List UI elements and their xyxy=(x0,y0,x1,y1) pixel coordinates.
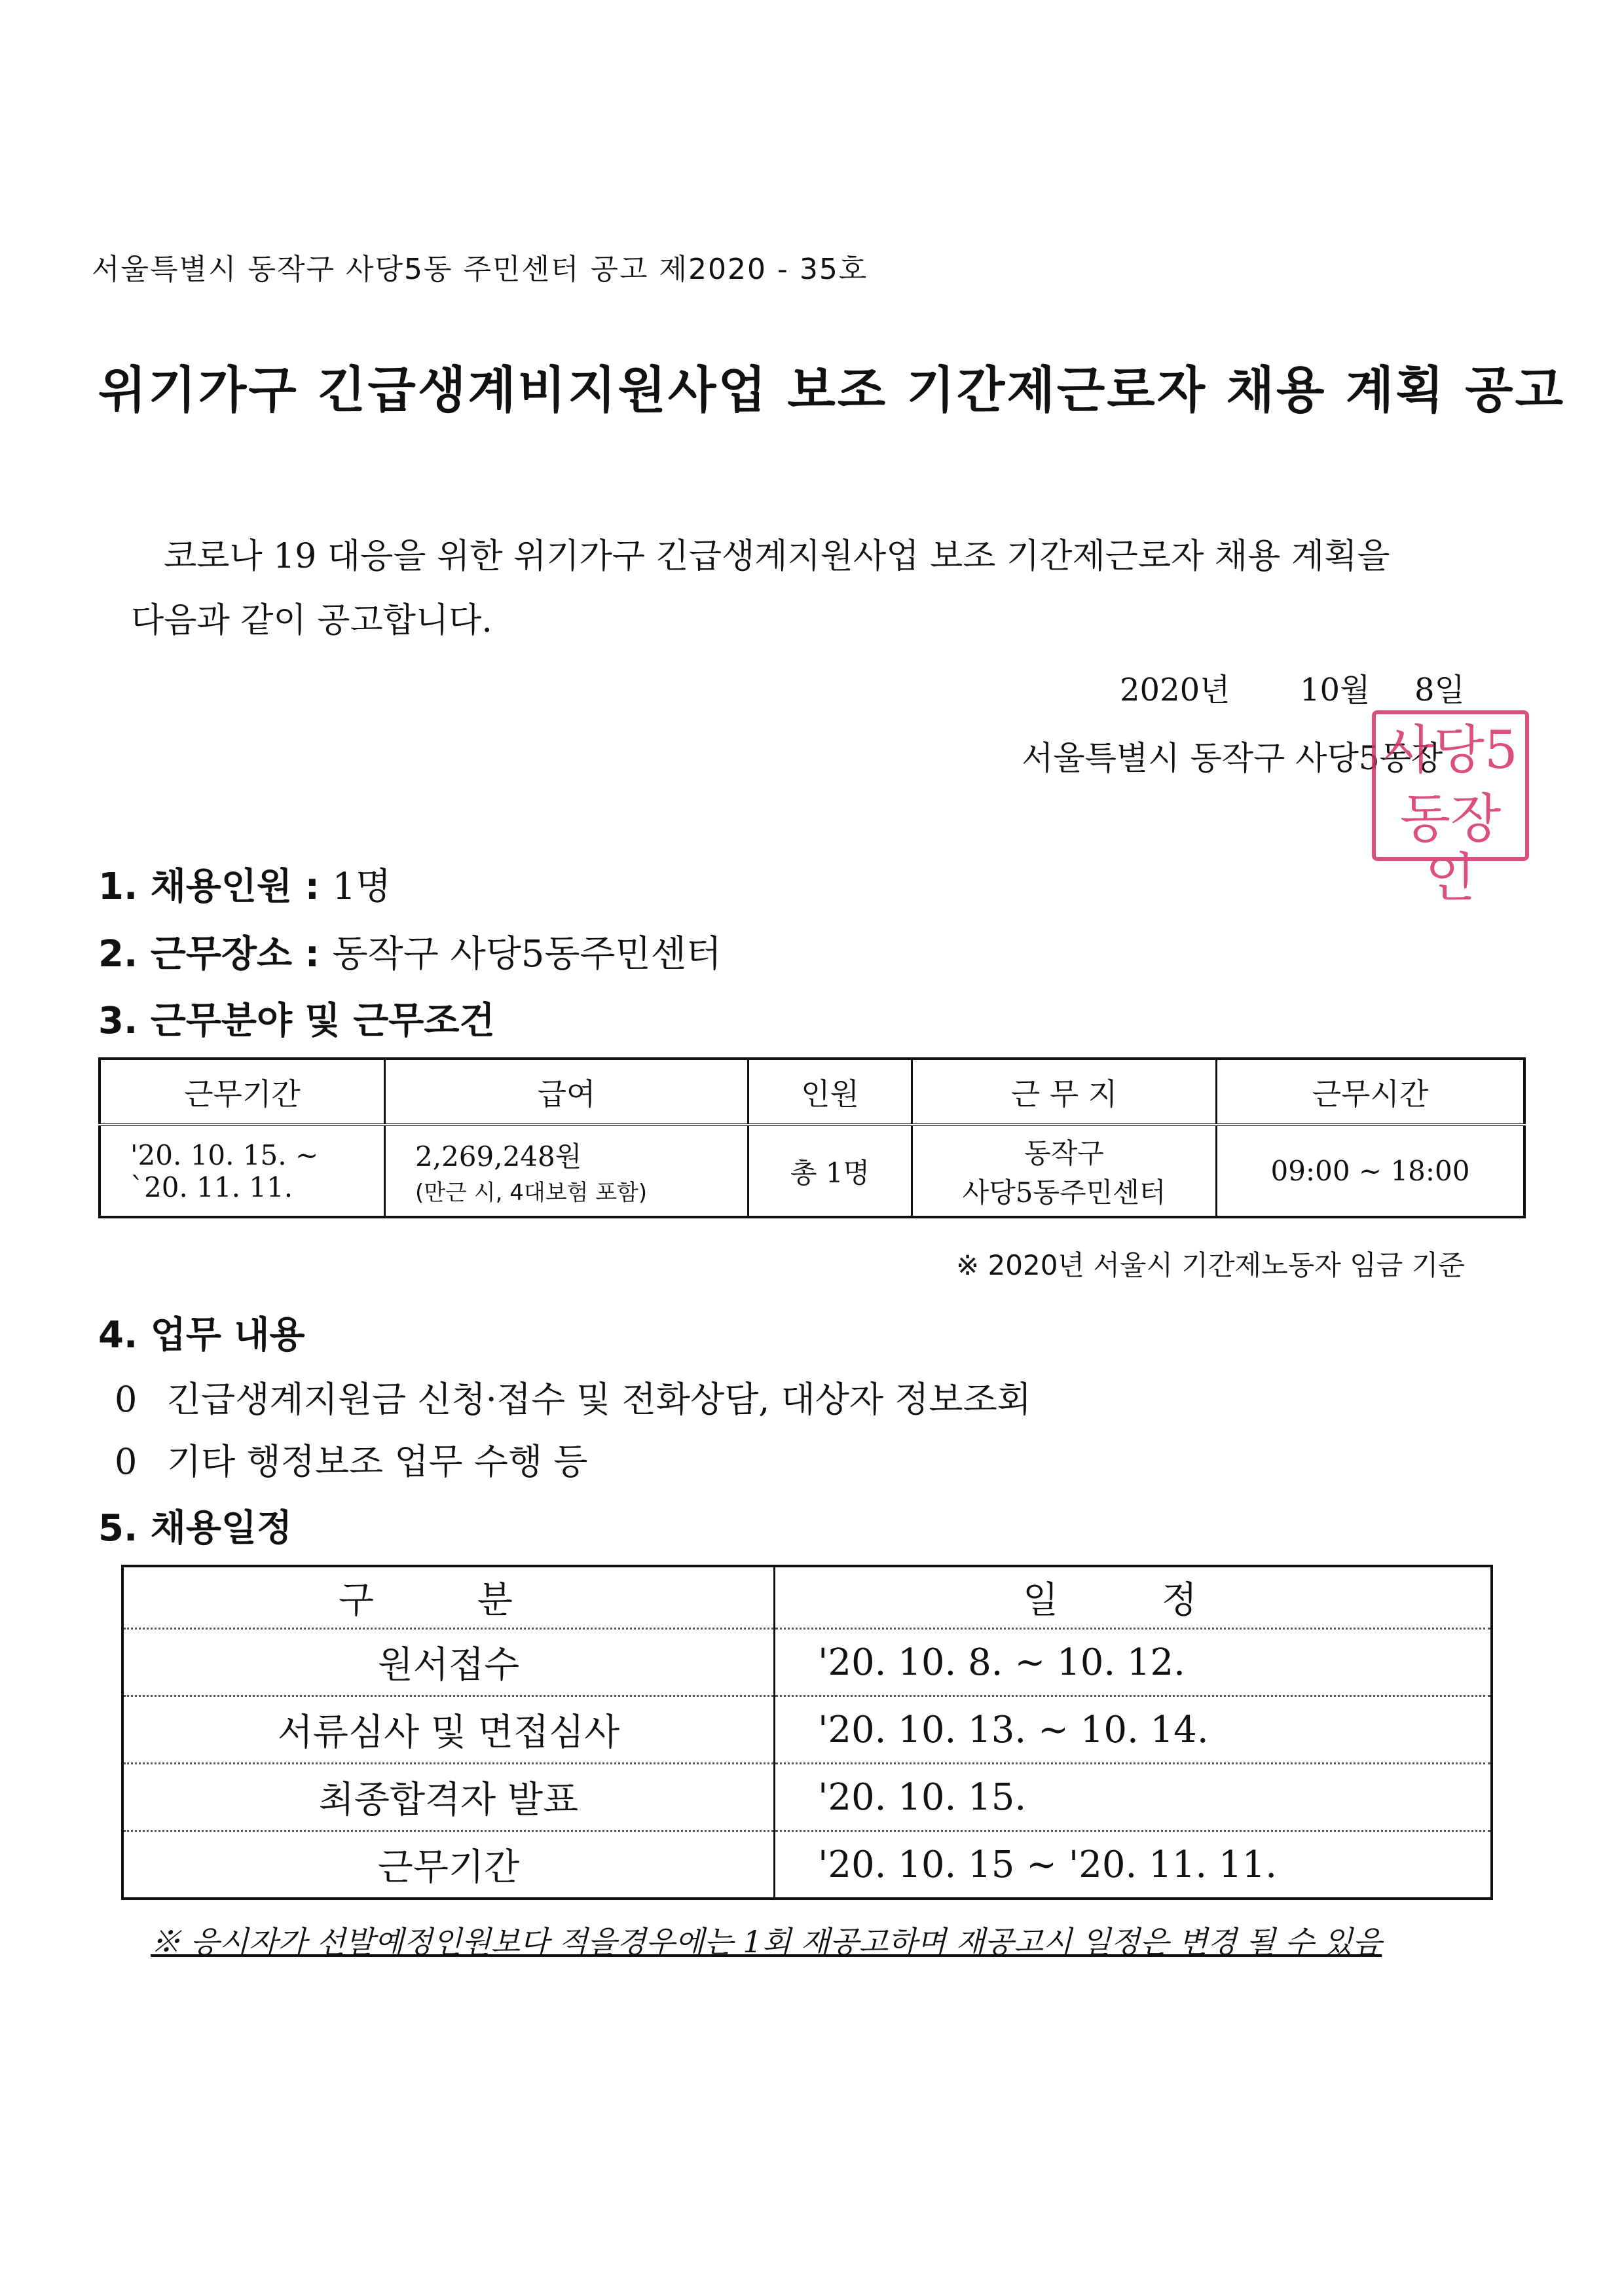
re-notice-footnote: ※ 응시자가 선발예정인원보다 적을경우에는 1회 재공고하며 재공고시 일정은 변경 될 수 있음 xyxy=(151,1924,1382,1959)
section-2-value: 동작구 사당5동주민센터 xyxy=(332,933,722,975)
section-1 xyxy=(98,858,391,910)
schedule-category: 서류심사 및 면접심사 xyxy=(122,1696,775,1764)
pay-amount: 2,269,248원 xyxy=(415,1140,582,1173)
header-pay: 급여 xyxy=(385,1059,748,1125)
cell-pay xyxy=(385,1125,748,1217)
schedule-date: '20. 10. 13. ~ 10. 14. xyxy=(775,1696,1492,1764)
location-line-2: 사당5동주민센터 xyxy=(962,1176,1166,1209)
date-month: 10월 xyxy=(1300,672,1371,708)
duty-text: 긴급생계지원금 신청·접수 및 전화상담, 대상자 정보조회 xyxy=(167,1379,1031,1420)
intro-line-1: 코로나 19 대응을 위한 위기가구 긴급생계지원사업 보조 기간제근로자 채용 계획을 xyxy=(164,537,1390,576)
seal-line-1: 사당5 xyxy=(1383,720,1518,780)
date-year: 2020년 xyxy=(1120,672,1230,708)
table-row xyxy=(122,1831,1492,1899)
schedule-date: '20. 10. 15 ~ '20. 11. 11. xyxy=(775,1831,1492,1899)
date-day: 8일 xyxy=(1414,672,1465,708)
schedule-date: '20. 10. 8. ~ 10. 12. xyxy=(775,1629,1492,1696)
cell-location xyxy=(912,1125,1217,1217)
schedule-category: 최종합격자 발표 xyxy=(122,1764,775,1831)
table-header-row xyxy=(122,1566,1492,1629)
intro-line-2: 다음과 같이 공고합니다. xyxy=(131,601,492,640)
table-row xyxy=(122,1696,1492,1764)
official-seal xyxy=(1372,710,1529,908)
duty-item xyxy=(115,1434,587,1484)
header-hours: 근무시간 xyxy=(1217,1059,1525,1125)
duty-item xyxy=(115,1372,1031,1422)
section-4-label: 4. 업무 내용 xyxy=(98,1314,305,1357)
wage-basis-note: ※ 2020년 서울시 기간제노동자 임금 기준 xyxy=(956,1249,1465,1281)
section-5-label: 5. 채용일정 xyxy=(98,1507,293,1550)
section-1-label: 1. 채용인원 : xyxy=(98,866,320,908)
period-end: `20. 11. 11. xyxy=(130,1171,293,1203)
table-row xyxy=(122,1764,1492,1831)
document-title: 위기가구 긴급생계비지원사업 보조 기간제근로자 채용 계획 공고 xyxy=(98,361,1565,419)
section-1-value: 1명 xyxy=(332,866,392,908)
seal-line-2: 동장인 xyxy=(1399,788,1502,908)
section-2-label: 2. 근무장소 : xyxy=(98,933,320,975)
issuer-name: 서울특별시 동작구 사당5동장 xyxy=(1022,739,1443,777)
cell-hours: 09:00 ~ 18:00 xyxy=(1217,1125,1525,1217)
table-row xyxy=(122,1629,1492,1696)
schedule-category: 근무기간 xyxy=(122,1831,775,1899)
period-start: '20. 10. 15. ~ xyxy=(130,1139,319,1171)
schedule-category: 원서접수 xyxy=(122,1629,775,1696)
schedule-date: '20. 10. 15. xyxy=(775,1764,1492,1831)
table-header-row xyxy=(100,1059,1524,1125)
header-location: 근 무 지 xyxy=(912,1059,1217,1125)
cell-period xyxy=(100,1125,385,1217)
header-schedule: 일 정 xyxy=(775,1566,1492,1629)
cell-headcount: 총 1명 xyxy=(748,1125,912,1217)
section-2 xyxy=(98,925,722,977)
duty-text: 기타 행정보조 업무 수행 등 xyxy=(167,1441,588,1482)
pay-note: (만근 시, 4대보험 포함) xyxy=(415,1180,648,1206)
bullet-marker: 0 xyxy=(115,1379,138,1420)
header-headcount: 인원 xyxy=(748,1059,912,1125)
work-conditions-table xyxy=(98,1057,1526,1218)
table-row xyxy=(100,1125,1524,1217)
header-category: 구 분 xyxy=(122,1566,775,1629)
bullet-marker: 0 xyxy=(115,1441,138,1482)
header-period: 근무기간 xyxy=(100,1059,385,1125)
recruitment-schedule-table xyxy=(121,1565,1493,1900)
notice-number: 서울특별시 동작구 사당5동 주민센터 공고 제2020 - 35호 xyxy=(92,253,868,286)
section-3-label: 3. 근무분야 및 근무조건 xyxy=(98,1000,495,1042)
location-line-1: 동작구 xyxy=(1024,1137,1104,1169)
